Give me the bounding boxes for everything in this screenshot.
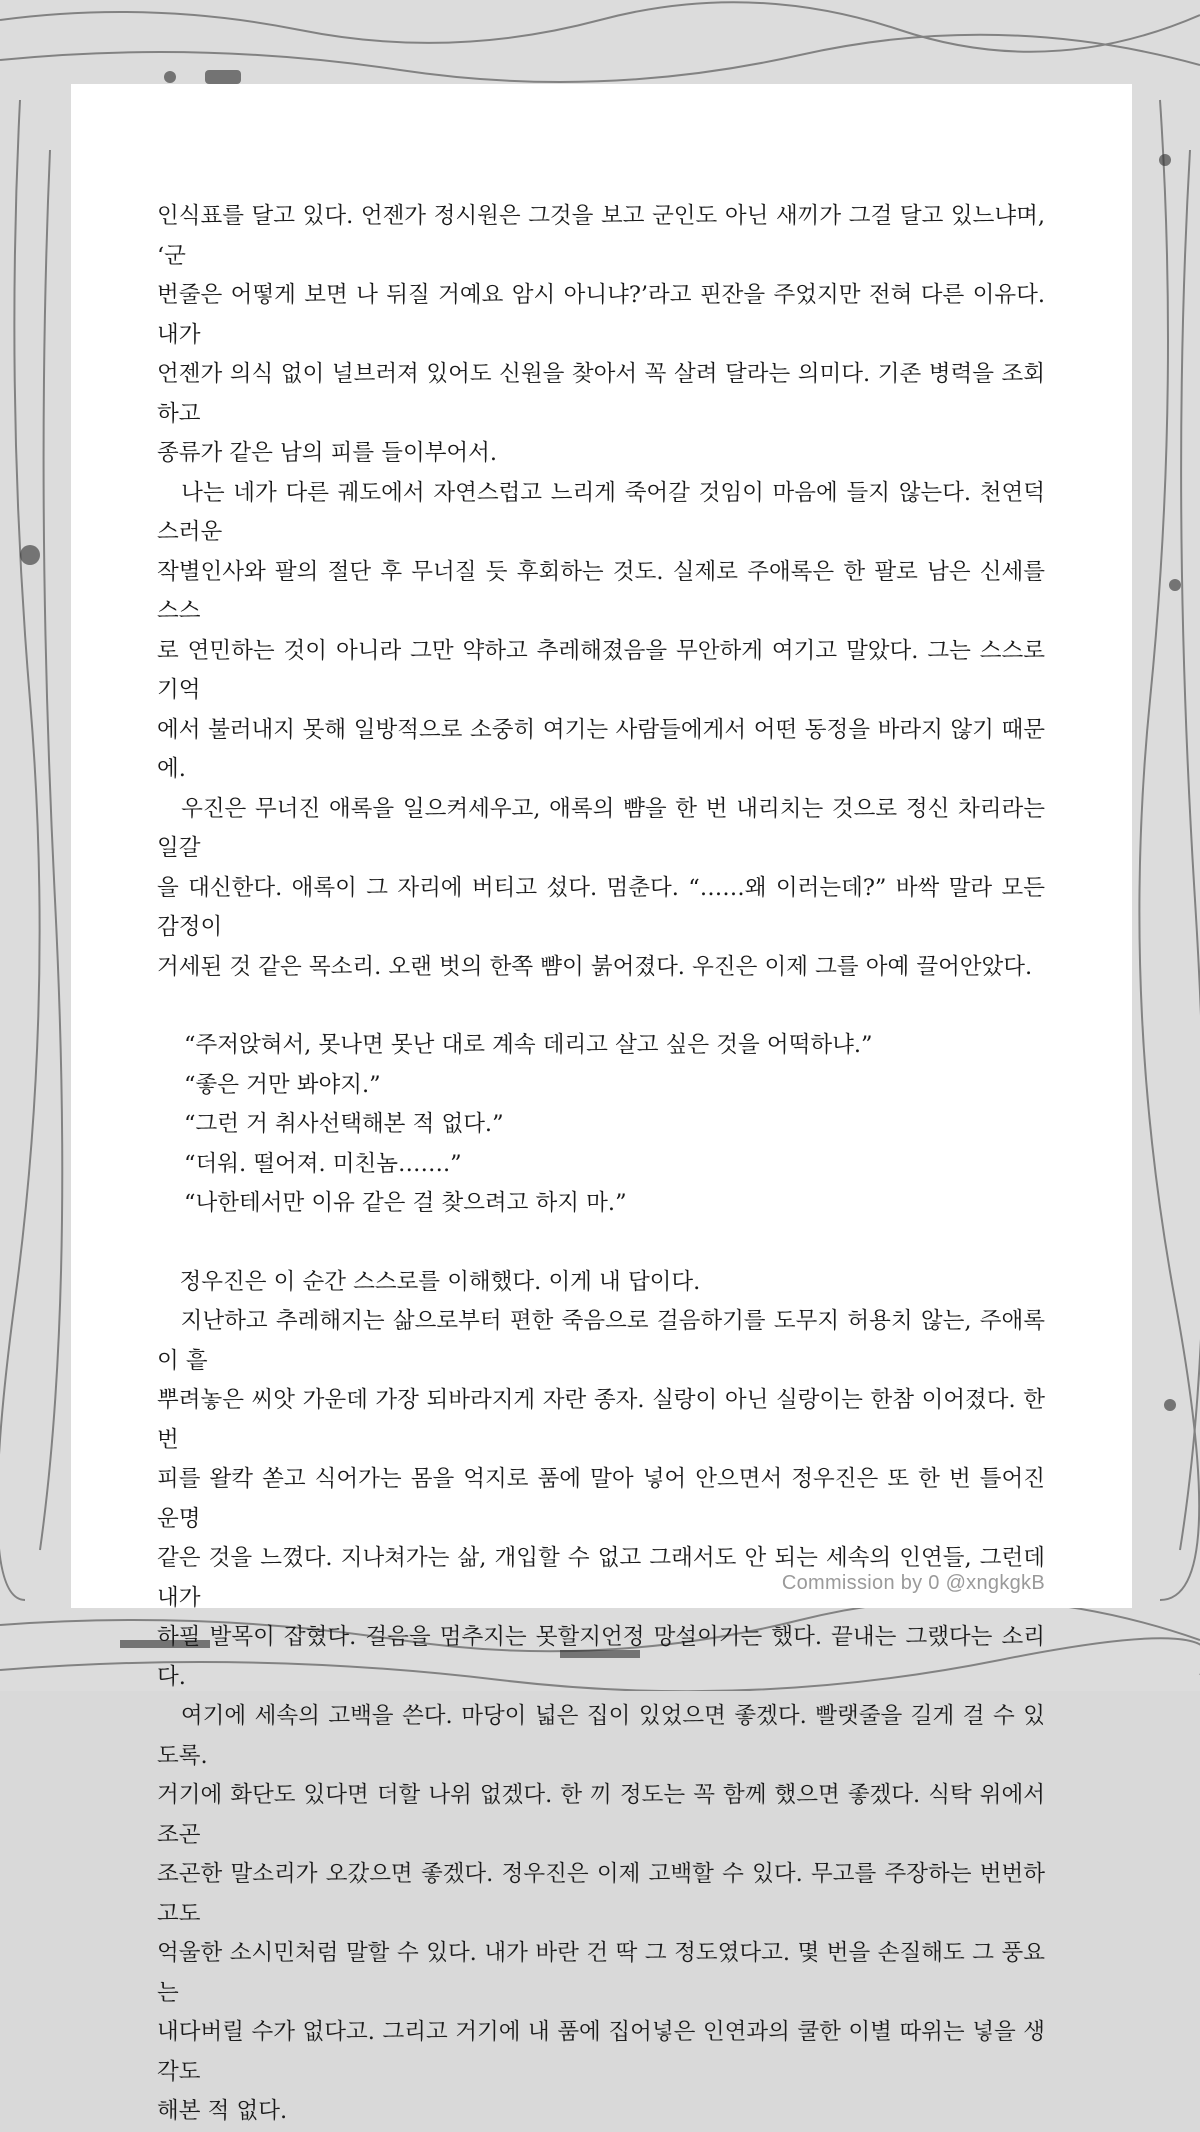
paragraph-gap — [157, 1224, 1045, 1263]
dialogue-line: “좋은 거만 봐야지.” — [184, 1071, 381, 1098]
dialogue-line: “그런 거 취사선택해본 적 없다.” — [184, 1111, 504, 1137]
paragraph: 나는 네가 다른 궤도에서 자연스럽고 느리게 죽어갈 것임이 마음에 들지 않는다. 천연덕스러운 작별인사와 팔의 절단 후 무너질 듯 후회하는 것도. 실제로 주애록은 한 팔로 남은 신세를 스스 로 연민하는 것이 아니라 그만 약하고 추레해졌음을 무안하게 여기고 말았다. 그는 스스로 기억 에서 불러내지 못해 일방적으로 소중히 여기는 사람들에게서 어떤 동정을 바라지 않기 때문에. — [157, 479, 1045, 782]
commission-signature: Commission by 0 @xngkgkB — [781, 1572, 1045, 1594]
paragraph-gap — [157, 987, 1045, 1026]
paragraph: 인식표를 달고 있다. 언젠가 정시원은 그것을 보고 군인도 아닌 새끼가 그걸 달고 있느냐며, ‘군 번줄은 어떻게 보면 나 뒤질 거예요 암시 아니냐?’라고 핀잔을 주었지만 전혀 다른 이유다. 내가 언젠가 의식 없이 널브러져 있어도 신원을 찾아서 꼭 살려 달라는 의미다. 기존 병력을 조회하고 종류가 같은 남의 피를 들이부어서. — [157, 203, 1045, 466]
text-page — [71, 84, 1132, 2124]
dialogue-line: “나한테서만 이유 같은 걸 찾으려고 하지 마.” — [184, 1190, 627, 1216]
paragraph: 우진은 무너진 애록을 일으켜세우고, 애록의 뺨을 한 번 내리치는 것으로 정신 차리라는 일갈 을 대신한다. 애록이 그 자리에 버티고 섰다. 멈춘다. “……왜 이러는데?” 바싹 말라 모든 감정이 거세된 것 같은 목소리. 오랜 벗의 한쪽 뺨이 붉어졌다. 우진은 이제 그를 아예 끌어안았다. — [157, 795, 1045, 980]
dialogue-line: “더워. 떨어져. 미친놈…….” — [184, 1150, 462, 1177]
paragraph: 정우진은 이 순간 스스로를 이해했다. 이게 내 답이다. — [157, 1268, 701, 1295]
document-body — [157, 197, 1045, 2132]
paragraph: 지난하고 추레해지는 삶으로부터 편한 죽음으로 걸음하기를 도무지 허용치 않는, 주애록이 흩 뿌려놓은 씨앗 가운데 가장 되바라지게 자란 종자. 실랑이 아닌 실랑이는 한참 이어졌다. 한 번 피를 왈칵 쏟고 식어가는 몸을 억지로 품에 말아 넣어 안으면서 정우진은 또 한 번 틀어진 운명 같은 것을 느꼈다. 지나쳐가는 삶, 개입할 수 없고 그래서도 안 되는 세속의 인연들, 그런데 내가 하필 발목이 잡혔다. 걸음을 멈추지는 못할지언정 망설이기는 했다. 끝내는 그랬다는 소리다. — [157, 1308, 1045, 1690]
dialogue-line: “주저앉혀서, 못나면 못난 대로 계속 데리고 살고 싶은 것을 어떡하냐.” — [184, 1032, 873, 1058]
paragraph: 여기에 세속의 고백을 쓴다. 마당이 넓은 집이 있었으면 좋겠다. 빨랫줄을 길게 걸 수 있도록. 거기에 화단도 있다면 더할 나위 없겠다. 한 끼 정도는 꼭 함께 했으면 좋겠다. 식탁 위에서 조곤 조곤한 말소리가 오갔으면 좋겠다. 정우진은 이제 고백할 수 있다. 무고를 주장하는 번번하고도 억울한 소시민처럼 말할 수 있다. 내가 바란 건 딱 그 정도였다고. 몇 번을 손질해도 그 풍요는 내다버릴 수가 없다고. 그리고 거기에 내 품에 집어넣은 인연과의 쿨한 이별 따위는 넣을 생각도 해본 적 없다. — [157, 1703, 1045, 2124]
